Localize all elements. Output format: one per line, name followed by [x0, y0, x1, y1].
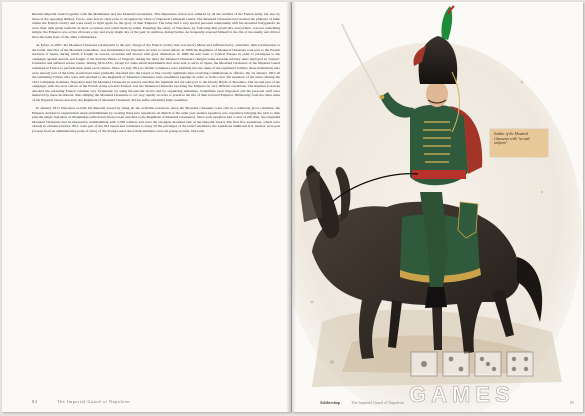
illustration-caption: Soldier of the Mounted Chasseurs with "second uniform". — [490, 129, 548, 157]
left-running-title: The Imperial Guard of Napoleon — [56, 399, 131, 404]
body-text-column — [32, 12, 280, 394]
rider-sash — [412, 170, 466, 179]
paragraph-1: Russian Imperial Guard together with the Mamelukes and the Mounted Grenadiers. This impressive action was admired by all the soldiers of the French Army but also by those of the opposing military forces, who had no choice but to recognize the value of Napoleon's Imperial Guard. The Mounted Chasseurs had reached the pinnacle of fame within the French cavalry and were ready to fight again for the glory of their Emperor. The latter had a very special personal relationship with his mounted bodyguards: he wore their dark green uniform on most occasions and called them by name. Ensuring the safety of Napoleon, by following him practically everywhere, was not something simple: the Emperor was active 24 hours a day and every single day of the year; in addition, during battles, he frequently exposed himself to the fire of the enemy and did not have the same fears of the other commanders. — [32, 12, 280, 39]
chasseur-illustration — [292, 2, 583, 412]
right-page — [292, 2, 583, 412]
paragraph-3: In January 1813 Napoleon re-built his Imperial Guard by using all the available resources; since the Mounted Chasseurs were still in a relatively good condition, the Emperor decided to expand their usual establishment by creating three new squadrons. In March of the same year another squadron was organized, bringing the total to nine plus the single Squadron of Mamelukes (which had always been attached to the Regiment of Mounted Chasseurs). Since each squadron had a total of 250 men, the expanded Mounted Chasseurs had an impressive establishment with 2,500 soldiers and were the strongest mounted unit of the Imperial Guard. The first five squadrons, which were already in existence before 1812, were part of the Old Guard and continued to enjoy all the privileges of the latter's members; the squadrons numbered 6-9, instead, were part (at least from an administrative point of view) of the Young Guard since their members were all young recruits. The latter — [32, 106, 280, 134]
left-footer — [32, 399, 252, 407]
sabre-hilt — [380, 95, 385, 100]
left-page — [2, 2, 291, 412]
paragraph-2: At Eylau, in 1807, the Mounted Chasseurs participated to the epic charge of the French cavalry that was led by Murat and suffered heavy casualties; their participation to the battle, like that of the Mounted Grenadiers, was fundamental for Napoleon in order to avoid defeat. In 1808 the Regiment of Mounted Chasseurs took part to the French invasion of Spain, during which it fought on several occasions and always with great distinction. In 1809 the unit went to Central Europe in order to participate to the campaign against Austria and fought at the decisive Battle of Wagram; during the latter the Mounted Chasseurs charged some Austrian infantry units deployed in "square" formation and suffered severe losses. During 1810-1811, except for some small detachments that were sent to serve in Spain, the Mounted Chasseurs of the Imperial Guard remained in France to perform their usual escort duties. Since 1st July 1811 no further volunteers were admitted into the ranks of the regiment's Vélites; those individuals who were already part of the latter would have been gradually absorbed into the Guard or line cavalry regiments after receiving commissions as officers. On 1st January 1812 all the remaining Vélites who were still attached to the Regiment of Mounted Chasseurs were assembled together in order to form a new 5th squadron of the latter. During the 1812 Campaign in Russia, Napoleon kept his Mounted Chasseurs in reserve and thus the regiment did not take part to the bloody Battle of Borodino. The second part of the campaign, with the slow retreat of the French Army towards Poland, saw the Mounted Chasseurs escorting the Emperor in very difficult conditions. The Russian Cossacks attacked the retreating French columns very frequently, by using hit-and-run tactics and by organizing ambushes. Sometimes even Napoleon and his personal staff were menaced by these incursions, thus obliging the Mounted Chasseurs to act very rapidly in order to preserve the life of their beloved Emperor. Differently from the other units of the Imperial Guard, however, the Regiment of Mounted Chasseurs did not suffer extremely high casualties. — [32, 42, 280, 103]
right-running-title: The Imperial Guard of Napoleon — [351, 400, 404, 405]
right-footer — [320, 400, 578, 408]
watermark-text: GAMES — [409, 382, 515, 407]
sabretache — [458, 202, 478, 238]
left-page-number: 84 — [32, 399, 38, 404]
right-page-number: 85 — [570, 400, 574, 405]
rider-boot — [425, 287, 447, 308]
publisher-name: Soldiershop — [320, 400, 341, 405]
